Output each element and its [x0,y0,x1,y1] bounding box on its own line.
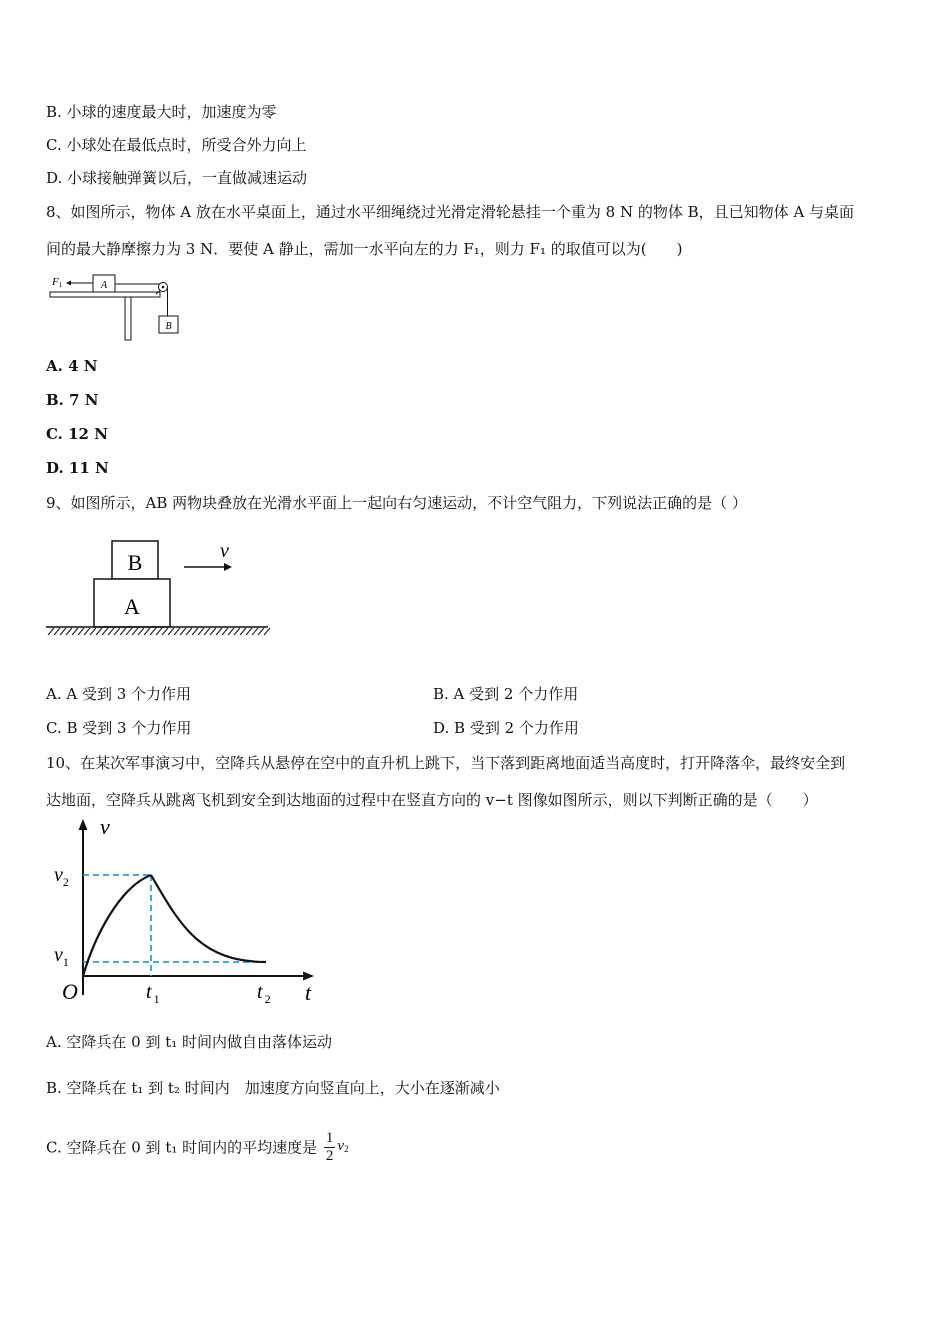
ground-hatch-mark [84,628,90,635]
ground-hatch-mark [114,628,120,635]
ground-hatch-mark [156,628,162,635]
ground-hatch-mark [174,628,180,635]
vt-xtick-t1: t $_1$ [146,981,160,1006]
ground-hatch-mark [228,628,234,635]
q9-option-d: D. B 受到 2 个力作用 [433,719,579,737]
q10-vt-chart [50,815,325,1010]
q9-option-c: C. B 受到 3 个力作用 [46,719,192,737]
ground-hatch-mark [192,628,198,635]
q9-block-a-label: A [124,594,140,619]
ground-hatch-mark [144,628,150,635]
ground-hatch-mark [162,628,168,635]
ground-hatch-mark [252,628,258,635]
vt-origin-label: O [62,979,78,1004]
ground-hatch-mark [150,628,156,635]
ground-hatch-mark [198,628,204,635]
vt-ytick-v2: $v_2$ [54,864,69,889]
q8-option-d: D. 11 N [46,459,109,477]
vt-curve-decelerate [151,875,266,962]
q7-option-c: C. 小球处在最低点时，所受合外力向上 [46,136,307,154]
ground-hatch-mark [72,628,78,635]
ground-hatch-mark [234,628,240,635]
vt-xtick-t2: t $_2$ [257,981,271,1006]
ground-hatch-mark [120,628,126,635]
q8-table-leg [125,297,131,340]
ground-hatch-mark [186,628,192,635]
q10-option-a: A. 空降兵在 0 到 t₁ 时间内做自由落体运动 [46,1033,333,1051]
q10-stem-line2: 达地面，空降兵从跳离飞机到安全到达地面的过程中在竖直方向的 v−t 图像如图所示，则以下判断正确的是（ ） [46,791,818,809]
vt-curve-accelerate [83,875,151,976]
q8-stem-line2: 间的最大静摩擦力为 3 N．要使 A 静止，需加一水平向左的力 F₁，则力 F₁ 的取值可以为( ) [46,240,683,258]
ground-hatch-mark [138,628,144,635]
q10-option-c-text: C. 空降兵在 0 到 t₁ 时间内的平均速度是 [46,1138,318,1157]
q10-option-b: B. 空降兵在 t₁ 到 t₂ 时间内 加速度方向竖直向上，大小在逐渐减小 [46,1079,500,1097]
ground-hatch-mark [216,628,222,635]
q8-option-a: A. 4 N [46,357,98,375]
q7-option-b: B. 小球的速度最大时，加速度为零 [46,103,277,121]
vt-xlabel: t [305,980,312,1005]
ground-hatch-mark [132,628,138,635]
ground-hatch-mark [180,628,186,635]
q8-stem-line1: 8、如图所示，物体 A 放在水平桌面上，通过水平细绳绕过光滑定滑轮悬挂一个重为 8 N 的物体 B，且已知物体 A 与桌面 [46,203,855,221]
q8-block-b-label: B [165,321,172,332]
ground-hatch-mark [210,628,216,635]
q10-stem-line1: 10、在某次军事演习中，空降兵从悬停在空中的直升机上跳下，当下落到距离地面适当高度时，打开降落伞，最终安全到 [46,754,846,772]
ground-hatch-mark [264,628,270,635]
ground-hatch-mark [96,628,102,635]
ground-hatch-mark [60,628,66,635]
fraction-denominator: 2 [325,1148,334,1164]
q10-option-c-fraction [324,1130,336,1165]
q8-figure [46,270,186,340]
q8-table [50,292,160,297]
ground-hatch-mark [168,628,174,635]
fraction-numerator: 1 [325,1130,334,1146]
ground-hatch-mark [126,628,132,635]
q8-block-a-label: A [100,280,108,291]
ground-hatch-mark [54,628,60,635]
ground-hatch-mark [78,628,84,635]
q10-option-c-v2: $v_2$ [337,1138,349,1154]
q9-velocity-label: v [220,540,229,562]
ground-hatch-mark [108,628,114,635]
ground-hatch-mark [258,628,264,635]
vt-ylabel: v [100,814,110,839]
q9-block-b-label: B [127,550,143,575]
ground-hatch-mark [204,628,210,635]
q10-option-c [46,1126,349,1169]
q9-option-b: B. A 受到 2 个力作用 [433,685,579,703]
ground-hatch-mark [246,628,252,635]
q8-force-label: F1 [52,276,63,289]
ground-hatch-mark [48,628,54,635]
ground-hatch-mark [240,628,246,635]
q7-option-d: D. 小球接触弹簧以后，一直做减速运动 [46,169,308,187]
ground-hatch-mark [66,628,72,635]
q9-stem: 9、如图所示，AB 两物块叠放在光滑水平面上一起向右匀速运动，不计空气阻力，下列说法正确的是（ ） [46,494,747,512]
vt-ytick-v1: $v_1$ [54,944,69,969]
ground-hatch-mark [102,628,108,635]
q9-option-a: A. A 受到 3 个力作用 [46,685,192,703]
q9-figure [44,538,270,638]
ground-hatch-mark [90,628,96,635]
q8-option-c: C. 12 N [46,425,108,443]
ground-hatch-mark [222,628,228,635]
q8-option-b: B. 7 N [46,391,99,409]
